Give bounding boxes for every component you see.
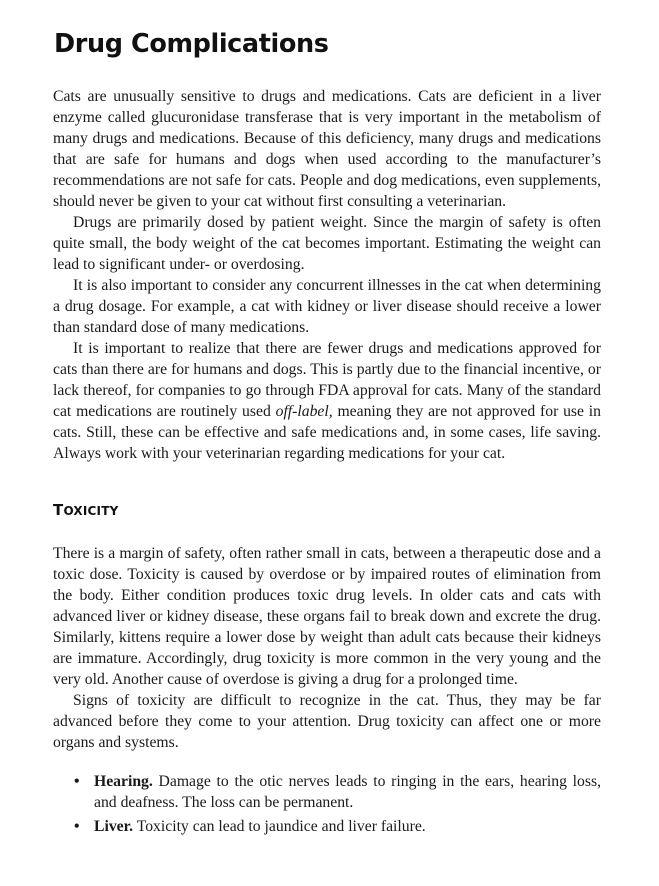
p4-text-before: It is important to realize that there are fewer drugs and medications approved for cats than there are for humans and dogs. This is partly due to the financial incentive, or lack thereof, for companies to go through FDA approval for cats. Many of the standard cat medications are routinely used	[53, 340, 601, 420]
list-item-hearing	[74, 771, 601, 813]
bullet-term: Liver.	[94, 818, 134, 835]
intro-text	[53, 86, 601, 464]
bullet-icon: •	[74, 818, 80, 835]
page-title: Drug Complications	[54, 29, 329, 59]
list-item-liver	[74, 816, 601, 837]
organ-list	[53, 771, 601, 837]
intro-paragraph-1: Cats are unusually sensitive to drugs and medications. Cats are deficient in a liver enzyme called glucuronidase transferase that is very important in the metabolism of many drugs and medications. Because of this deficiency, many drugs and medications that are safe for humans and dogs when used according to the manufacturer’s recommendations are not safe for cats. People and dog medications, even supplements, should never be given to your cat without first consulting a veterinarian.	[53, 88, 601, 210]
intro-paragraph-3: It is also important to consider any concurrent illnesses in the cat when determining a drug dosage. For example, a cat with kidney or liver disease should receive a lower than standard dose of many medications.	[53, 277, 601, 336]
heading-initial: T	[53, 501, 64, 519]
heading-rest: OXICITY	[63, 504, 119, 518]
p4-text-after: meaning they are not approved for use in cats. Still, these can be effective and safe medications and, in some cases, life saving. Always work with your veterinarian regarding medications for your cat.	[53, 403, 601, 462]
toxicity-paragraph-1: There is a margin of safety, often rather small in cats, between a therapeutic dose and a toxic dose. Toxicity is caused by overdose or by impaired routes of elimination from the body. Either condition produces toxic drug levels. In older cats and cats with advanced liver or kidney disease, these organs fail to break down and excrete the drug. Similarly, kittens require a lower dose by weight than adult cats because their kidneys are immature. Accordingly, drug toxicity is more common in the very young and the very old. Another cause of overdose is giving a drug for a prolonged time.	[53, 545, 601, 688]
bullet-icon: •	[74, 773, 80, 790]
intro-paragraph-2: Drugs are primarily dosed by patient weight. Since the margin of safety is often quite small, the body weight of the cat becomes important. Estimating the weight can lead to significant under- or overdosing.	[53, 214, 601, 273]
intro-paragraph-4	[53, 338, 601, 464]
bullet-term: Hearing.	[94, 773, 153, 790]
off-label-term: off-label,	[275, 403, 333, 420]
toxicity-paragraph-2: Signs of toxicity are difficult to recognize in the cat. Thus, they may be far advanced before they come to your attention. Drug toxicity can affect one or more organs and systems.	[53, 692, 601, 751]
bullet-text: Damage to the otic nerves leads to ringing in the ears, hearing loss, and deafness. The loss can be permanent.	[94, 773, 601, 811]
toxicity-text	[53, 543, 601, 753]
bullet-text: Toxicity can lead to jaundice and liver failure.	[133, 818, 426, 835]
section-heading-toxicity	[53, 500, 601, 521]
